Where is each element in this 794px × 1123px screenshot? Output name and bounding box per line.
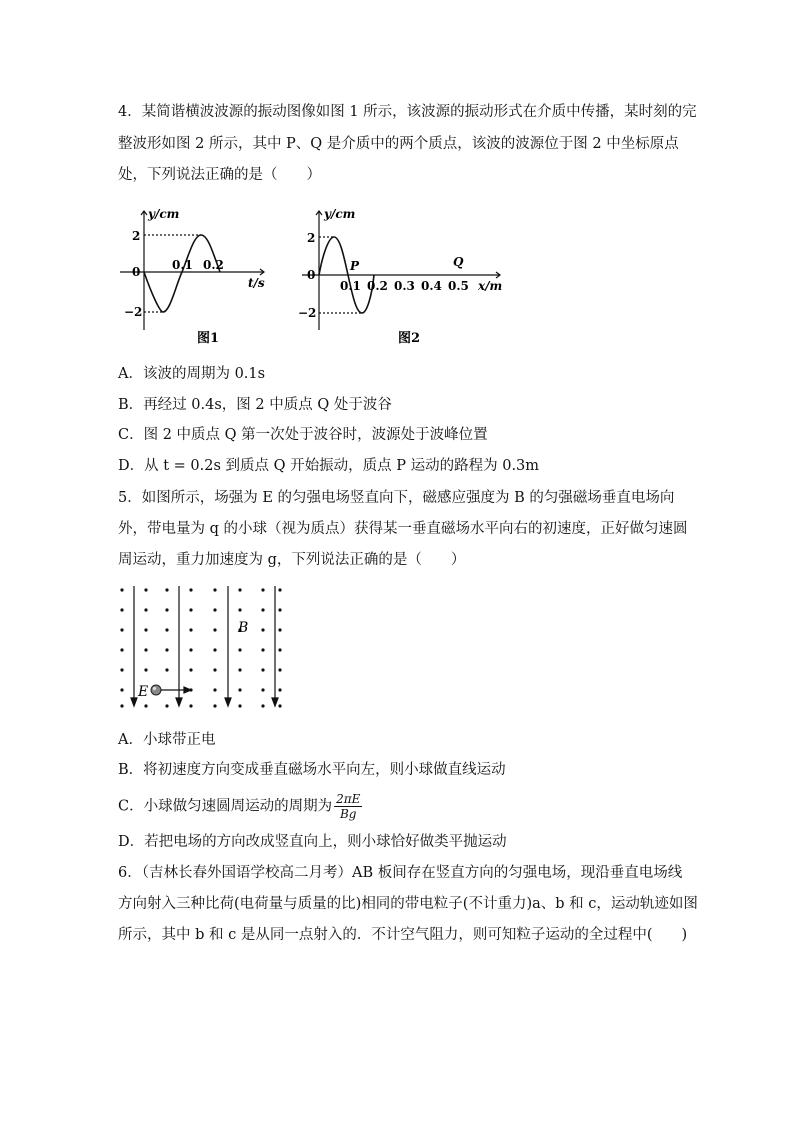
- label-e: E: [138, 684, 149, 700]
- field-dot: [213, 688, 216, 691]
- field-dot: [189, 648, 192, 651]
- q4-stem-line1: 4．某简谐横波波源的振动图像如图 1 所示，该波源的振动形式在介质中传播，某时刻的完: [118, 104, 697, 120]
- field-dot: [213, 648, 216, 651]
- fig2-label-p: P: [350, 259, 360, 273]
- field-dot: [189, 704, 192, 707]
- fig1-wave: [144, 235, 220, 312]
- field-dot: [238, 648, 241, 651]
- q5-option-c-text: C．小球做匀速圆周运动的周期为: [118, 798, 333, 815]
- q4-stem-line3: 处，下列说法正确的是（ ）: [118, 167, 321, 183]
- q5-field-figure: [112, 582, 292, 714]
- q4-option-c: C．图 2 中质点 Q 第一次处于波谷时，波源处于波峰位置: [118, 427, 488, 443]
- field-dot: [144, 668, 147, 671]
- fig1-caption: 图1: [197, 331, 220, 346]
- field-dot: [261, 648, 264, 651]
- fig2-tick-0.5: 0.5: [448, 279, 469, 293]
- field-dot: [278, 588, 281, 591]
- field-dot: [213, 608, 216, 611]
- fig2-tick-0.2: 0.2: [367, 279, 388, 293]
- field-dot: [144, 608, 147, 611]
- q5-option-d: D．若把电场的方向改成竖直向上，则小球恰好做类平抛运动: [118, 834, 507, 850]
- q6-stem-line3: 所示，其中 b 和 c 是从同一点射入的．不计空气阻力，则可知粒子运动的全过程中( ): [118, 927, 688, 943]
- field-dot: [278, 628, 281, 631]
- field-dot: [120, 628, 123, 631]
- fig1-y-bottom: −2: [124, 305, 143, 319]
- fig2-tick-0.1: 0.1: [340, 279, 361, 293]
- field-dot: [261, 628, 264, 631]
- q6-stem-line1: 6．（吉林长春外国语学校高二月考）AB 板间存在竖直方向的匀强电场，现沿垂直电场线: [118, 865, 683, 881]
- fig1-tick-0.1: 0.1: [172, 258, 193, 272]
- fig1-xlabel: t/s: [248, 276, 265, 290]
- field-dot: [165, 668, 168, 671]
- field-dot: [120, 668, 123, 671]
- charged-ball: [151, 685, 161, 695]
- field-dot: [261, 668, 264, 671]
- field-dot: [144, 648, 147, 651]
- field-dot: [213, 668, 216, 671]
- field-dot: [120, 648, 123, 651]
- field-dot: [189, 608, 192, 611]
- field-dot: [213, 588, 216, 591]
- field-dot: [165, 608, 168, 611]
- field-dot: [165, 588, 168, 591]
- fig1-tick-0.2: 0.2: [203, 258, 224, 272]
- fig2-xlabel: x/m: [478, 279, 503, 293]
- q4-figure-1: [112, 205, 272, 350]
- fig2-origin: 0: [307, 268, 316, 282]
- field-dot: [278, 688, 281, 691]
- field-dot: [261, 608, 264, 611]
- q5-stem-line1: 5．如图所示，场强为 E 的匀强电场竖直向下，磁感应强度为 B 的匀强磁场垂直电场向: [118, 490, 675, 506]
- q5-option-b: B．将初速度方向变成垂直磁场水平向左，则小球做直线运动: [118, 762, 506, 778]
- field-dot: [144, 588, 147, 591]
- field-dot: [165, 704, 168, 707]
- fig1-origin: 0: [132, 265, 141, 279]
- field-dot: [278, 608, 281, 611]
- field-dot: [238, 668, 241, 671]
- field-dot: [261, 704, 264, 707]
- velocity-arrow: [161, 687, 191, 693]
- q5-option-a: A．小球带正电: [118, 732, 216, 748]
- field-dot: [120, 608, 123, 611]
- field-dot: [144, 704, 147, 707]
- field-dot: [261, 688, 264, 691]
- fig2-tick-0.3: 0.3: [394, 279, 415, 293]
- field-dot: [238, 608, 241, 611]
- field-dot: [261, 588, 264, 591]
- fig2-label-q: Q: [453, 255, 464, 269]
- field-dot: [120, 688, 123, 691]
- q4-option-b: B．再经过 0.4s，图 2 中质点 Q 处于波谷: [118, 397, 392, 413]
- field-dot: [238, 704, 241, 707]
- field-dot: [278, 668, 281, 671]
- fraction-denominator: Bg: [339, 807, 357, 821]
- fig1-ylabel: y/cm: [148, 207, 180, 221]
- field-dot: [120, 588, 123, 591]
- fraction-numerator: 2πE: [336, 792, 361, 806]
- period-fraction: [334, 792, 362, 821]
- fig2-y-top: 2: [307, 231, 316, 245]
- fig2-caption: 图2: [398, 331, 421, 346]
- field-dot: [144, 628, 147, 631]
- q5-stem-line2: 外，带电量为 q 的小球（视为质点）获得某一垂直磁场水平向右的初速度，正好做匀速圆: [118, 521, 688, 537]
- field-dot: [165, 648, 168, 651]
- q5-stem-line3: 周运动，重力加速度为 g，下列说法正确的是（ ）: [118, 552, 466, 568]
- field-dot: [120, 704, 123, 707]
- q4-stem-line2: 整波形如图 2 所示，其中 P、Q 是介质中的两个质点，该波的波源位于图 2 中坐标原点: [118, 136, 679, 152]
- field-dot: [189, 668, 192, 671]
- q5-option-c: [118, 792, 362, 821]
- field-dot: [278, 704, 281, 707]
- field-dot: [278, 648, 281, 651]
- field-dot: [165, 628, 168, 631]
- field-dot: [213, 628, 216, 631]
- field-dot: [189, 588, 192, 591]
- fig2-y-bottom: −2: [298, 306, 317, 320]
- label-b: B: [238, 620, 249, 636]
- q4-option-d: D．从 t = 0.2s 到质点 Q 开始振动，质点 P 运动的路程为 0.3m: [118, 458, 540, 474]
- q6-stem-line2: 方向射入三种比荷(电荷量与质量的比)相同的带电粒子(不计重力)a、b 和 c，运动轨迹如图: [118, 896, 698, 912]
- field-dot: [189, 628, 192, 631]
- field-dot: [238, 588, 241, 591]
- field-dot: [238, 688, 241, 691]
- field-dot: [213, 704, 216, 707]
- q4-figure-2: [292, 205, 512, 350]
- fig2-tick-0.4: 0.4: [421, 279, 442, 293]
- fig2-ylabel: y/cm: [324, 207, 356, 221]
- q4-option-a: A．该波的周期为 0.1s: [118, 366, 266, 382]
- fig1-y-top: 2: [132, 229, 141, 243]
